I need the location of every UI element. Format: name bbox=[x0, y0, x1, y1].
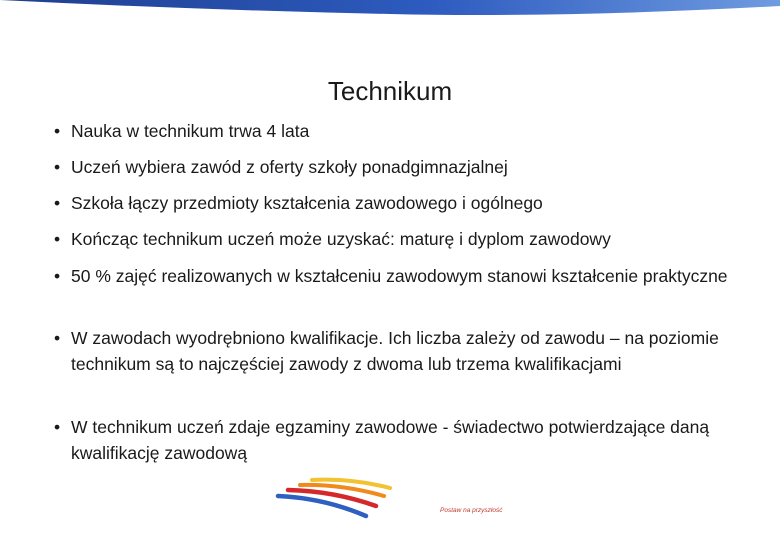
list-item bbox=[50, 325, 740, 377]
bullet-dot: • bbox=[54, 157, 61, 177]
footer-tagline: Postaw na przyszłość bbox=[440, 507, 503, 514]
top-banner bbox=[0, 0, 780, 24]
list-item bbox=[50, 154, 740, 180]
bullet-dot: • bbox=[54, 328, 61, 348]
bullet-text: W technikum uczeń zdaje egzaminy zawodowe - świadectwo potwierdzające daną kwalifikację zawodową bbox=[71, 417, 710, 463]
bullet-dot: • bbox=[54, 193, 61, 213]
program-logo-swoosh bbox=[272, 474, 412, 522]
list-item bbox=[50, 263, 740, 289]
slide-title: Technikum bbox=[327, 76, 453, 107]
bullet-text: 50 % zajęć realizowanych w kształceniu zawodowym stanowi kształcenie praktyczne bbox=[71, 266, 728, 286]
bullet-dot: • bbox=[54, 121, 61, 141]
bullet-text: Nauka w technikum trwa 4 lata bbox=[71, 121, 310, 141]
list-item bbox=[50, 118, 740, 144]
bullet-dot: • bbox=[54, 229, 61, 249]
bullet-text: Szkoła łączy przedmioty kształcenia zawodowego i ogólnego bbox=[71, 193, 543, 213]
bullet-text: Kończąc technikum uczeń może uzyskać: maturę i dyplom zawodowy bbox=[71, 229, 611, 249]
bullet-dot: • bbox=[54, 266, 61, 286]
list-item bbox=[50, 414, 740, 466]
list-item bbox=[50, 190, 740, 216]
bullet-dot: • bbox=[54, 417, 61, 437]
bullet-text: Uczeń wybiera zawód z oferty szkoły ponadgimnazjalnej bbox=[71, 157, 508, 177]
list-item bbox=[50, 226, 740, 252]
bullet-text: W zawodach wyodrębniono kwalifikacje. Ich liczba zależy od zawodu – na poziomie technikum są to najczęściej zawody z dwoma lub trzema kwalifikacjami bbox=[71, 328, 719, 374]
